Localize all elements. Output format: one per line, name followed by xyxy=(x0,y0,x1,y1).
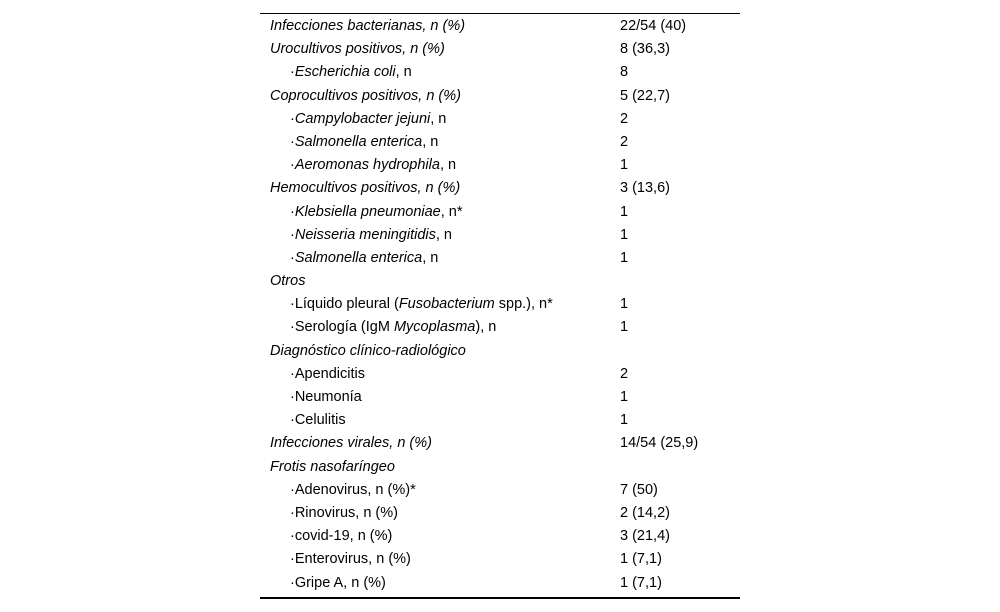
row-value: 2 xyxy=(620,110,629,127)
row-label xyxy=(260,432,620,455)
row-label xyxy=(260,154,620,177)
row-label-segment: · xyxy=(290,133,295,150)
row-label xyxy=(260,270,620,293)
row-label-segment: ·Líquido pleural ( xyxy=(290,296,399,313)
row-label xyxy=(260,15,620,38)
table-row xyxy=(260,201,740,224)
row-label xyxy=(260,502,620,525)
table-row xyxy=(260,316,740,339)
row-label xyxy=(260,525,620,548)
row-label-italic-segment: Diagnóstico clínico-radiológico xyxy=(270,342,466,359)
row-label xyxy=(260,479,620,502)
row-label-segment: , n xyxy=(435,226,452,243)
table-row xyxy=(260,85,740,108)
table-row xyxy=(260,131,740,154)
row-value: 1 xyxy=(620,203,629,220)
table-row xyxy=(260,479,740,502)
row-value: 1 xyxy=(620,296,629,313)
row-label-segment: ·Apendicitis xyxy=(290,365,365,382)
row-value: 22/54 (40) xyxy=(620,18,687,34)
row-value: 1 xyxy=(620,389,629,405)
table-row xyxy=(260,548,740,571)
row-value: 1 xyxy=(620,157,629,174)
row-label xyxy=(260,363,620,386)
row-label-segment: spp.), n* xyxy=(494,296,553,313)
row-label-segment: ), n xyxy=(475,319,497,336)
row-value: 1 xyxy=(620,249,629,266)
row-label-italic-segment: Frotis nasofaríngeo xyxy=(270,458,395,475)
row-label xyxy=(260,456,620,479)
row-label-segment: · xyxy=(290,226,295,243)
row-label-italic-segment: Mycoplasma xyxy=(393,319,476,336)
row-value: 3 (21,4) xyxy=(620,528,670,545)
row-label-italic-segment: Infecciones bacterianas, n (%) xyxy=(270,18,466,34)
row-value: 1 xyxy=(620,412,629,429)
row-value: 3 (13,6) xyxy=(620,180,670,197)
row-value: 2 (14,2) xyxy=(620,504,670,521)
row-label xyxy=(260,131,620,154)
row-label xyxy=(260,85,620,108)
table-row xyxy=(260,409,740,432)
row-label-segment: · xyxy=(290,249,295,266)
table-row xyxy=(260,363,740,386)
table-row xyxy=(260,340,740,363)
row-value: 1 xyxy=(620,226,629,243)
table-row xyxy=(260,38,740,61)
row-label-italic-segment: Otros xyxy=(270,273,306,290)
table-row xyxy=(260,502,740,525)
row-label xyxy=(260,548,620,571)
table-row xyxy=(260,456,740,479)
row-label-italic-segment: Infecciones virales, n (%) xyxy=(270,435,432,452)
row-label-italic-segment: Escherichia coli xyxy=(294,64,396,81)
row-value: 8 xyxy=(620,64,629,81)
row-label-segment: · xyxy=(290,64,295,81)
row-label-segment: · xyxy=(290,110,295,127)
row-label xyxy=(260,409,620,432)
table-row xyxy=(260,572,740,595)
table-row xyxy=(260,386,740,409)
row-value: 1 (7,1) xyxy=(620,574,662,591)
row-value: 2 xyxy=(620,365,629,382)
row-value: 1 xyxy=(620,319,629,336)
table-row xyxy=(260,108,740,131)
row-label-segment: , n xyxy=(422,133,439,150)
row-label-segment: · xyxy=(290,157,295,174)
table-row xyxy=(260,61,740,84)
table-row xyxy=(260,154,740,177)
row-value: 5 (22,7) xyxy=(620,87,670,104)
row-label-segment: , n xyxy=(422,249,439,266)
table-row xyxy=(260,177,740,200)
row-label-segment: ·Celulitis xyxy=(290,412,346,429)
row-label-italic-segment: Salmonella enterica xyxy=(294,249,423,266)
row-label-segment: , n xyxy=(439,157,457,174)
row-label-italic-segment: Salmonella enterica xyxy=(294,133,423,150)
row-label xyxy=(260,386,620,409)
table-row xyxy=(260,432,740,455)
row-label xyxy=(260,177,620,200)
row-label-italic-segment: Hemocultivos positivos, n (%) xyxy=(270,180,461,197)
row-label-segment: ·Serología (IgM xyxy=(290,319,394,336)
row-label-segment: ·Rinovirus, n (%) xyxy=(290,504,398,521)
row-label-segment: , n xyxy=(395,64,412,81)
row-label-italic-segment: Fusobacterium xyxy=(398,296,495,313)
row-value: 2 xyxy=(620,133,629,150)
row-value: 7 (50) xyxy=(620,481,658,498)
row-label-italic-segment: Campylobacter jejuni xyxy=(294,110,431,127)
row-label-segment: , n* xyxy=(440,203,463,220)
row-value: 8 (36,3) xyxy=(620,41,670,58)
row-label xyxy=(260,108,620,131)
row-label-segment: ·Enterovirus, n (%) xyxy=(290,551,411,568)
row-label-segment: , n xyxy=(430,110,447,127)
row-label-segment: ·covid-19, n (%) xyxy=(290,528,393,545)
infections-results-table xyxy=(260,13,740,599)
row-value: 14/54 (25,9) xyxy=(620,435,699,452)
row-label-segment: ·Adenovirus, n (%)* xyxy=(290,481,416,498)
row-label xyxy=(260,61,620,84)
table-row xyxy=(260,270,740,293)
row-label-italic-segment: Urocultivos positivos, n (%) xyxy=(270,41,445,58)
row-label xyxy=(260,224,620,247)
row-label xyxy=(260,201,620,224)
row-label xyxy=(260,572,620,595)
row-label xyxy=(260,247,620,270)
row-label xyxy=(260,293,620,316)
row-label-segment: · xyxy=(290,203,295,220)
row-label xyxy=(260,38,620,61)
row-label-italic-segment: Neisseria meningitidis xyxy=(294,226,436,243)
infections-table-body xyxy=(260,14,740,597)
row-label xyxy=(260,316,620,339)
row-label-italic-segment: Klebsiella pneumoniae xyxy=(294,203,441,220)
row-label-segment: ·Gripe A, n (%) xyxy=(290,574,386,591)
row-label xyxy=(260,340,620,363)
table-row xyxy=(260,224,740,247)
table-row xyxy=(260,247,740,270)
row-value: 1 (7,1) xyxy=(620,551,662,568)
row-label-italic-segment: Aeromonas hydrophila xyxy=(294,157,440,174)
table-row xyxy=(260,293,740,316)
row-label-italic-segment: Coprocultivos positivos, n (%) xyxy=(270,87,461,104)
table-row xyxy=(260,15,740,38)
table-row xyxy=(260,525,740,548)
row-label-segment: ·Neumonía xyxy=(290,389,362,405)
